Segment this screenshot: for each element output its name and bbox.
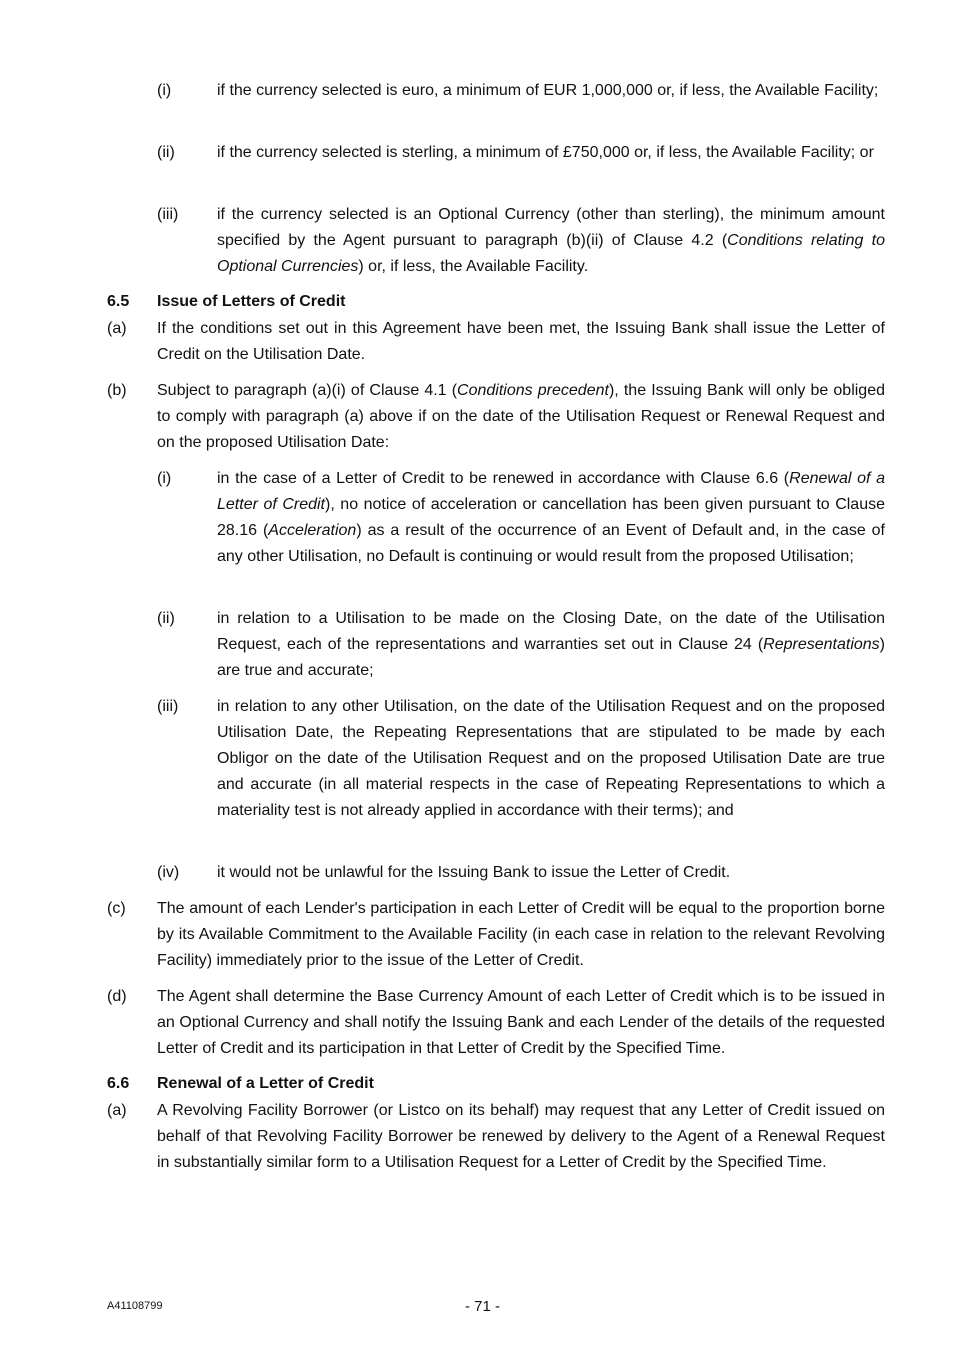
- item-label: (iv): [157, 864, 180, 881]
- item-label: (iii): [157, 206, 179, 223]
- item-label: (i): [157, 82, 172, 99]
- item-label: (a): [107, 1102, 127, 1119]
- item-text: if the currency selected is an Optional Currency (other than sterling), the minimum amount specified by the Agent pursuant to paragraph (b)(ii) of Clause 4.2 (Conditions relating to Optional Currencies) or, if less, the Available Facility.: [217, 206, 886, 275]
- section-number: 6.6: [107, 1075, 130, 1092]
- section-title: Renewal of a Letter of Credit: [157, 1075, 374, 1092]
- page-number: - 71 -: [464, 1298, 500, 1315]
- document-reference: A41108799: [107, 1300, 163, 1312]
- item-text: If the conditions set out in this Agreement have been met, the Issuing Bank shall issue the Letter of Credit on the Utilisation Date.: [157, 320, 885, 363]
- item-label: (b): [107, 382, 127, 399]
- section-title: Issue of Letters of Credit: [157, 293, 346, 310]
- item-text: it would not be unlawful for the Issuing Bank to issue the Letter of Credit.: [217, 864, 731, 881]
- item-text: A Revolving Facility Borrower (or Listco on its behalf) may request that any Letter of Credit issued on behalf of that Revolving Facility Borrower be renewed by delivery to the Agent of a Renewal Request in substantially similar form to a Utilisation Request for a Letter of Credit by the Specified Time.: [157, 1102, 885, 1171]
- item-text: Subject to paragraph (a)(i) of Clause 4.1 (Conditions precedent), the Issuing Bank will only be obliged to comply with paragraph (a) above if on the date of the Utilisation Request or Renewal Request and on the proposed Utilisation Date:: [157, 382, 886, 451]
- item-text: The amount of each Lender's participation in each Letter of Credit will be equal to the proportion borne by its Available Commitment to the Available Facility (in each case in relation to the relevant Revolving Facility) immediately prior to the issue of the Letter of Credit.: [157, 900, 885, 969]
- section-number: 6.5: [107, 293, 130, 310]
- item-label: (d): [107, 988, 127, 1005]
- item-label: (iii): [157, 698, 179, 715]
- item-text: in relation to any other Utilisation, on the date of the Utilisation Request and on the proposed Utilisation Date, the Repeating Representations that are stipulated to be made by each Obligor on the date of the Utilisation Request and on the proposed Utilisation Date are true and accurate (in all material respects in the case of Repeating Representations to which a materiality test is not already applied in accordance with their terms); and: [217, 698, 885, 819]
- item-label: (a): [107, 320, 127, 337]
- item-label: (ii): [157, 144, 175, 161]
- item-label: (c): [107, 900, 126, 917]
- item-label: (ii): [157, 610, 175, 627]
- item-text: in the case of a Letter of Credit to be renewed in accordance with Clause 6.6 (Renewal of a Letter of Credit), no notice of acceleration or cancellation has been given pursuant to Clause 28.16 (Acceleration) as a result of the occurrence of an Event of Default and, in the case of any other Utilisation, no Default is continuing or would result from the proposed Utilisation;: [217, 470, 886, 565]
- item-label: (i): [157, 470, 172, 487]
- item-text: in relation to a Utilisation to be made on the Closing Date, on the date of the Utilisation Request, each of the representations and warranties set out in Clause 24 (Representations) are true and accurate;: [217, 610, 885, 679]
- item-text: if the currency selected is sterling, a minimum of £750,000 or, if less, the Available Facility; or: [217, 144, 874, 161]
- item-text: if the currency selected is euro, a minimum of EUR 1,000,000 or, if less, the Available Facility;: [217, 82, 879, 99]
- item-text: The Agent shall determine the Base Currency Amount of each Letter of Credit which is to be issued in an Optional Currency and shall notify the Issuing Bank and each Lender of the details of the requested Letter of Credit and its participation in that Letter of Credit by the Specified Time.: [157, 988, 885, 1057]
